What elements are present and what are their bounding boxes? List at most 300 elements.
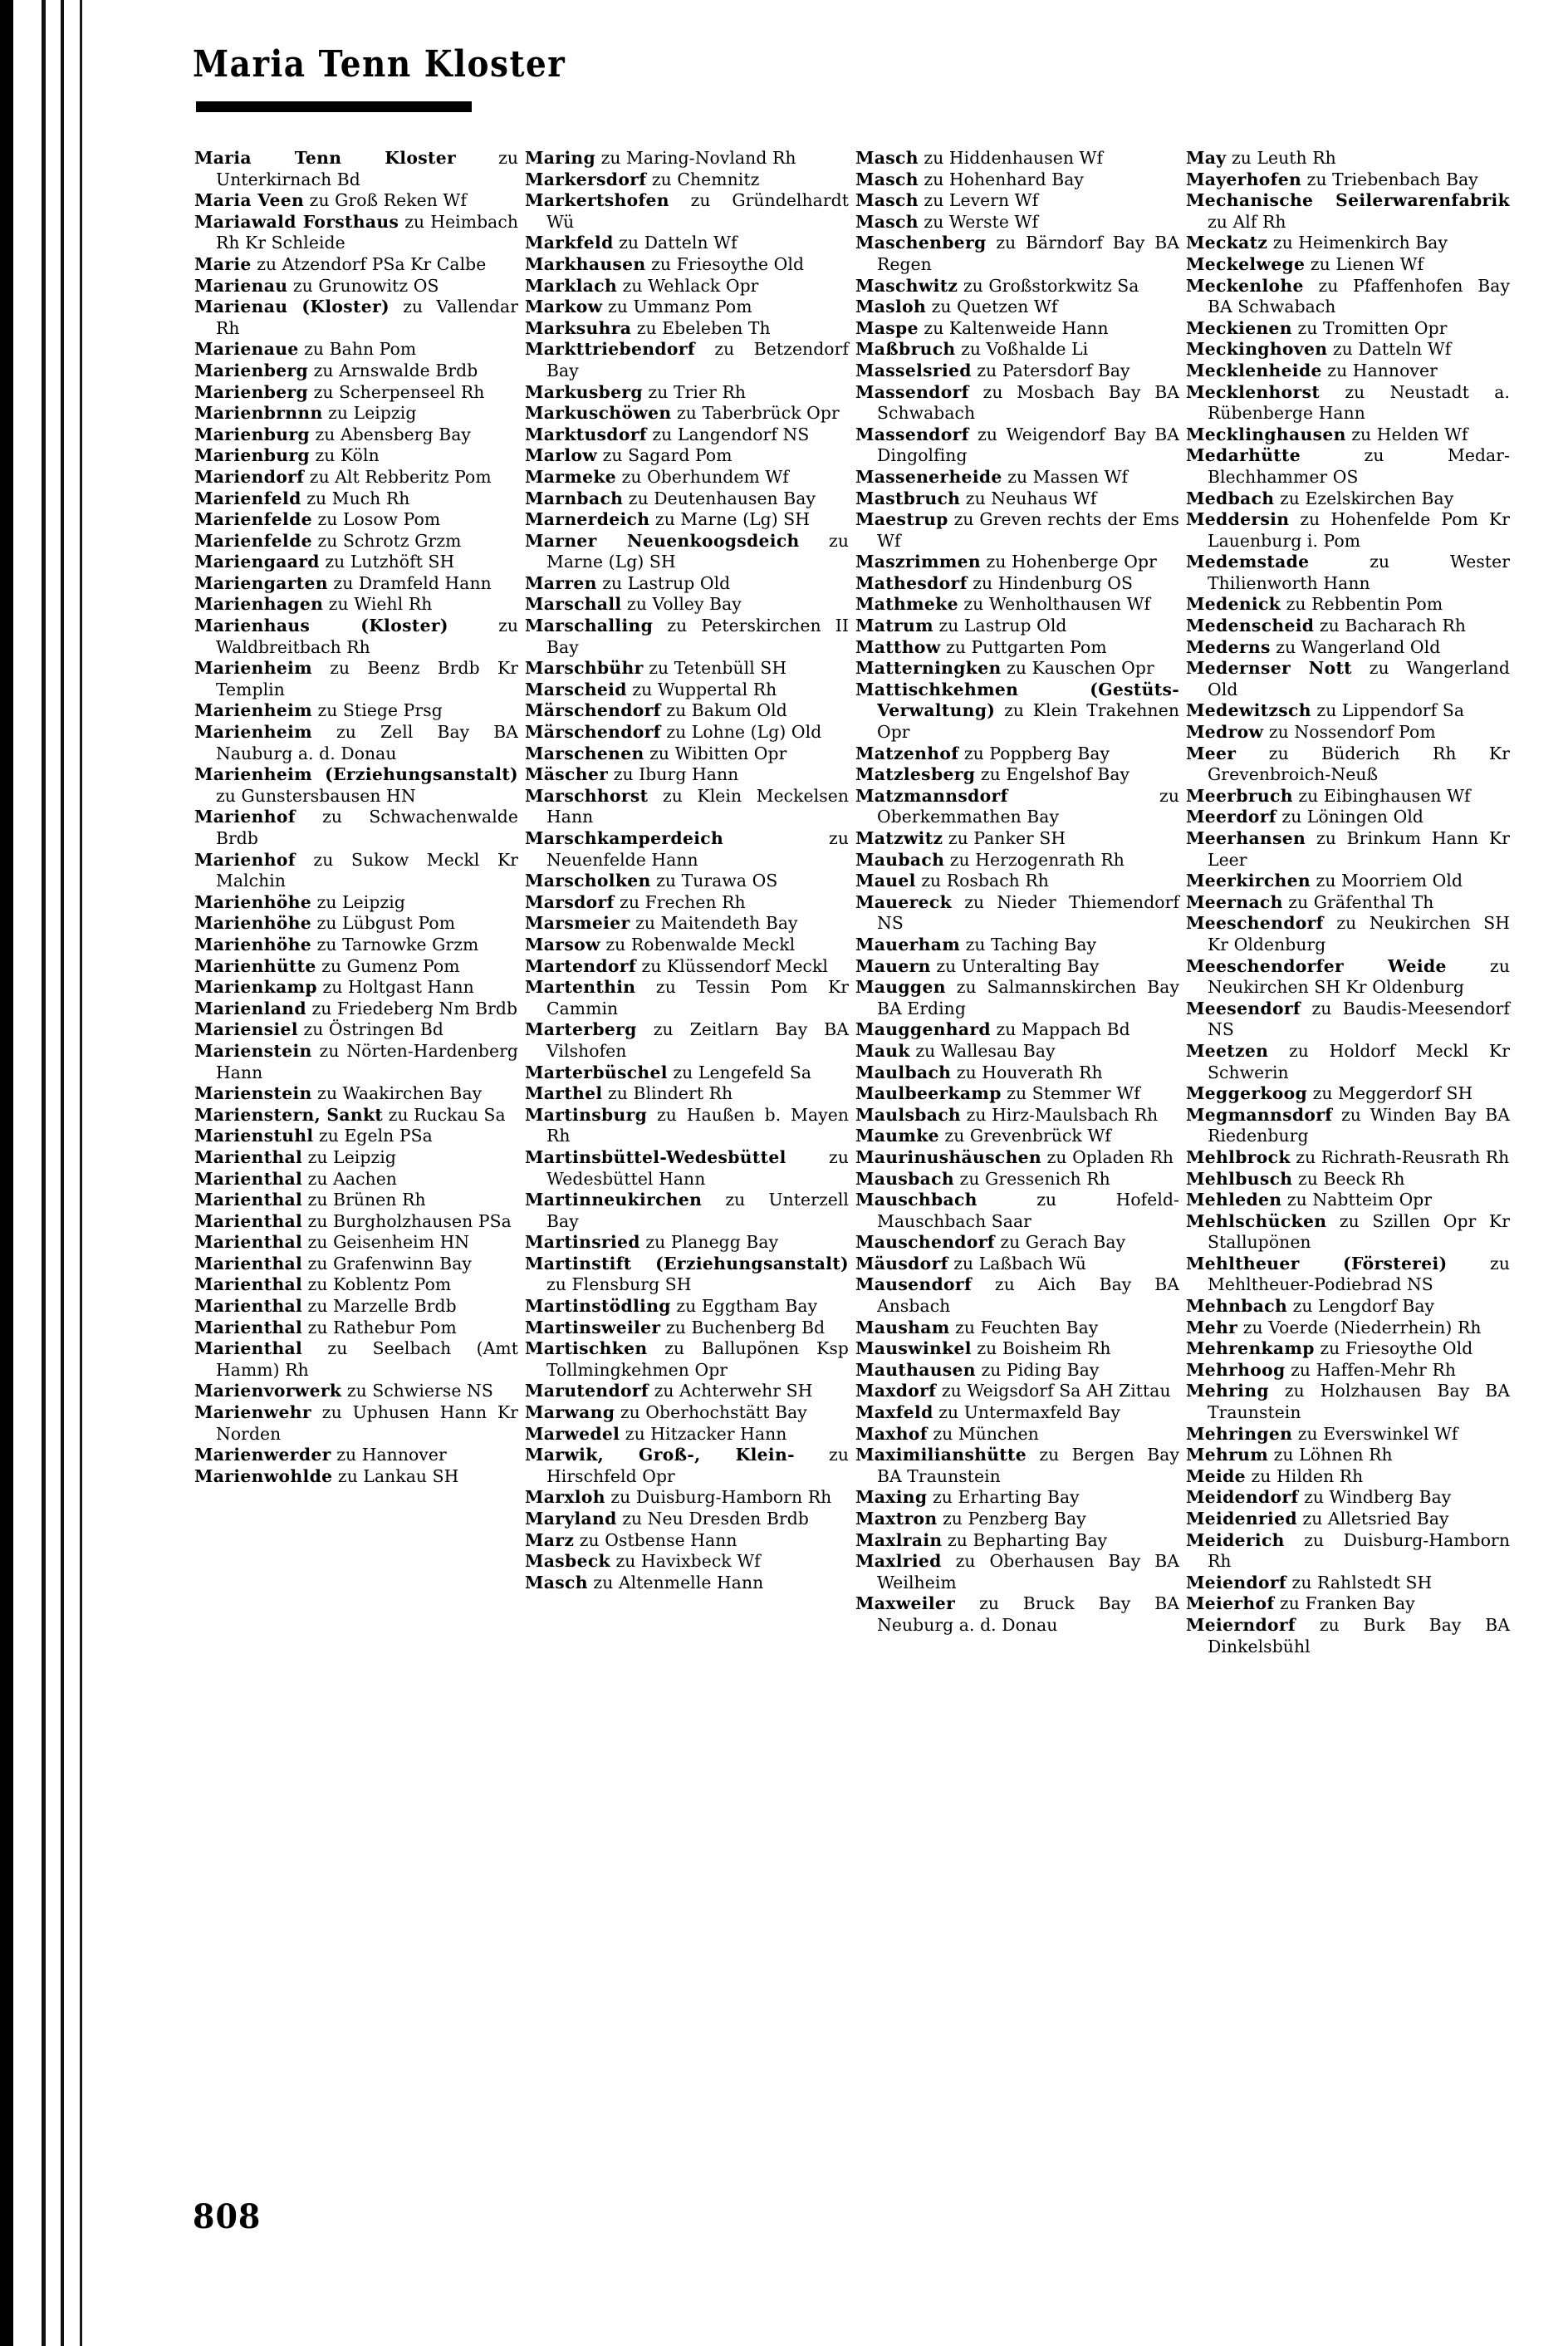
entry-reference: zu Bruck Bay BA Neuburg a. d. Donau [877,1593,1180,1635]
entry-headword: Markfeld [525,233,614,253]
gazetteer-entry [1186,1445,1510,1466]
entry-reference: zu Lippendorf Sa [1316,700,1465,721]
gazetteer-entry [194,1211,518,1233]
entry-headword: Marmeke [525,466,617,487]
entry-headword: Markttriebendorf [525,339,695,360]
entry-reference: zu Lastrup Old [602,572,731,593]
gazetteer-entry [194,1019,518,1041]
entry-reference: zu Neuhaus Wf [965,488,1097,508]
entry-reference: zu Wangerland Old [1276,636,1441,657]
entry-headword: Markhausen [525,253,646,274]
gazetteer-entry [525,977,849,1019]
entry-headword: Meeschendorfer Weide [1186,955,1447,976]
gazetteer-entry [1186,190,1510,233]
entry-reference: zu Richrath-Reusrath Rh [1296,1146,1510,1167]
gazetteer-entry [1186,1169,1510,1190]
gazetteer-entry [855,169,1179,191]
entry-headword: Meerkirchen [1186,871,1311,891]
entry-headword: Maximilianshütte [855,1445,1027,1465]
gazetteer-entry [855,637,1179,659]
gazetteer-entry [1186,744,1510,786]
gazetteer-entry [194,700,518,722]
entry-headword: Medernser Nott [1186,658,1352,679]
gazetteer-entry [1186,339,1510,361]
entry-reference: zu Duisburg-Hamborn Rh [610,1487,832,1508]
gazetteer-entry [194,594,518,616]
gazetteer-entry [1186,999,1510,1041]
entry-reference: zu Triebenbach Bay [1306,169,1478,189]
gazetteer-entry [855,977,1179,1019]
entry-reference: zu Feuchten Bay [955,1317,1099,1337]
entry-headword: Marschalling [525,616,654,636]
entry-headword: Maring [525,148,596,168]
entry-headword: Marienthal [194,1274,303,1295]
gazetteer-entry [855,382,1179,425]
gazetteer-entry [855,1169,1179,1190]
entry-headword: Martinneukirchen [525,1190,703,1210]
entry-headword: Martinstödling [525,1296,671,1317]
entry-headword: Maszrimmen [855,552,981,572]
entry-reference: zu Penzberg Bay [943,1509,1086,1529]
entry-headword: Mayerhofen [1186,169,1302,189]
entry-headword: Medemstade [1186,552,1310,572]
entry-headword: Martinsburg [525,1104,648,1125]
entry-headword: Marsow [525,934,600,955]
entry-headword: Matzenhof [855,743,959,763]
entry-reference: zu Maitendeth Bay [635,913,798,934]
gazetteer-entry [1186,552,1510,594]
entry-headword: Meckenlohe [1186,275,1304,296]
entry-headword: Matterningken [855,658,1002,679]
entry-reference: zu Zeitlarn Bay BA Vilshofen [546,1019,849,1061]
entry-headword: Maxing [855,1487,928,1508]
entry-headword: Meerdorf [1186,807,1276,827]
gazetteer-entry [194,1274,518,1296]
gazetteer-entry [1186,425,1510,446]
entry-reference: zu Wehlack Opr [622,275,759,296]
entry-headword: Medbach [1186,488,1275,508]
gazetteer-entry [194,1232,518,1254]
entry-headword: Marienthal [194,1253,303,1274]
entry-headword: Mehlschücken [1186,1210,1327,1231]
gazetteer-entry [525,722,849,744]
entry-headword: Mathmeke [855,594,958,615]
gazetteer-entry [525,1487,849,1509]
entry-reference: zu Oberkemmathen Bay [877,785,1179,827]
entry-reference: zu Langendorf NS [652,424,810,444]
entry-reference: zu Eibinghausen Wf [1298,785,1471,806]
entry-headword: Marwang [525,1402,615,1423]
entry-reference: zu Heimenkirch Bay [1272,233,1448,253]
gazetteer-entry [525,190,849,233]
entry-reference: zu Oberhundem Wf [621,466,789,487]
entry-headword: Marutendorf [525,1381,649,1401]
running-head-rule [196,101,472,112]
gazetteer-entry [855,552,1179,573]
gazetteer-entry [855,339,1179,361]
entry-headword: Meierhof [1186,1593,1275,1614]
entry-headword: Mathesdorf [855,572,968,593]
entry-headword: Maryland [525,1509,617,1529]
gazetteer-entry [1186,254,1510,276]
scan-border-rule-2 [61,0,64,2346]
gazetteer-entry [194,892,518,914]
entry-headword: Marienthal [194,1338,303,1359]
entry-headword: Mauggenhard [855,1019,991,1040]
entry-reference: zu Marne (Lg) SH [654,509,811,530]
gazetteer-entry [525,892,849,914]
entry-reference: zu Grafenwinn Bay [307,1253,472,1274]
gazetteer-entry [1186,786,1510,807]
gazetteer-entry [1186,956,1510,999]
entry-headword: Mehr [1186,1317,1238,1337]
entry-headword: Maria Tenn Kloster [194,148,456,168]
entry-headword: Maxlried [855,1551,942,1572]
entry-reference: zu Engelshof Bay [980,764,1130,785]
gazetteer-entry [525,297,849,318]
gazetteer-entry [194,1190,518,1211]
entry-reference: zu Lastrup Old [938,616,1067,636]
entry-headword: Mehlbusch [1186,1168,1293,1189]
entry-reference: zu Leipzig [328,403,417,424]
entry-reference: zu Gunstersbausen HN [216,785,416,806]
entry-reference: zu Alt Rebberitz Pom [309,466,492,487]
gazetteer-entry [1186,828,1510,871]
gazetteer-entry [1186,1381,1510,1423]
entry-headword: Marlow [525,445,598,466]
entry-headword: Mecklinghausen [1186,424,1346,444]
entry-headword: Mehleden [1186,1190,1282,1210]
entry-reference: zu Buchenberg Bd [665,1317,826,1337]
entry-reference: zu Blindert Rh [608,1083,733,1104]
gazetteer-entry [194,616,518,658]
entry-headword: Marienthal [194,1168,303,1189]
entry-reference: zu Poppberg Bay [963,743,1110,763]
entry-reference: zu Wedesbüttel Hann [546,1146,849,1189]
entry-headword: Marienthal [194,1146,303,1167]
entry-reference: zu Löhnen Rh [1273,1445,1393,1465]
gazetteer-entry [525,254,849,276]
entry-reference: zu Friesoythe Old [651,253,805,274]
entry-headword: Marienburg [194,445,310,466]
entry-reference: zu Weigendorf Bay BA Dingolfing [877,424,1180,466]
entry-headword: Marienhöhe [194,913,312,934]
entry-reference: zu Schrotz Grzm [317,530,462,551]
entry-headword: Marksuhra [525,317,632,338]
gazetteer-entry [525,1445,849,1487]
entry-headword: Maulsbach [855,1104,962,1125]
entry-reference: zu Neukirchen SH Kr Oldenburg [1208,955,1510,998]
entry-headword: Mariawald Forsthaus [194,211,399,232]
entry-reference: zu Losow Pom [317,509,441,530]
gazetteer-entry [194,1126,518,1147]
entry-reference: zu Tarnowke Grzm [316,934,479,955]
gazetteer-entry [525,1318,849,1339]
entry-headword: Marie [194,253,252,274]
entry-reference: zu Rosbach Rh [921,871,1049,891]
gazetteer-entry [855,361,1179,382]
entry-headword: Marienvorwerk [194,1381,342,1401]
entry-reference: zu Klüssendorf Meckl [641,955,828,976]
entry-headword: Maumke [855,1126,939,1146]
entry-reference: zu Pfaffenhofen Bay BA Schwabach [1208,275,1510,317]
gazetteer-entry [855,1147,1179,1169]
entry-reference: zu Mehltheuer-Podiebrad NS [1208,1253,1510,1295]
entry-reference: zu Unterkirnach Bd [216,148,519,189]
entry-headword: Marienkamp [194,977,317,998]
entry-reference: zu Aich Bay BA Ansbach [877,1274,1179,1317]
entry-reference: zu Aachen [307,1168,397,1189]
entry-reference: zu Rebbentin Pom [1286,594,1443,615]
entry-reference: zu Wenholthausen Wf [963,594,1151,615]
entry-headword: Maulbach [855,1062,952,1082]
gazetteer-entry [855,276,1179,297]
entry-headword: Massendorf [855,424,969,444]
entry-headword: Marienfeld [194,488,301,508]
entry-reference: zu Meggerdorf SH [1312,1083,1473,1104]
entry-reference: zu Alf Rh [1208,211,1286,232]
gazetteer-entry [1186,169,1510,191]
gazetteer-entry [1186,445,1510,488]
entry-reference: zu Werste Wf [924,211,1039,232]
entry-headword: Marienthal [194,1190,303,1210]
entry-reference: zu Büderich Rh Kr Grevenbroich-Neuß [1208,743,1511,785]
entry-headword: Mauerham [855,934,961,955]
entry-reference: zu Hofeld-Mauschbach Saar [877,1190,1179,1231]
entry-reference: zu Rahlstedt SH [1291,1572,1433,1593]
gazetteer-entry [855,680,1179,744]
entry-reference: zu Lienen Wf [1310,253,1424,274]
gazetteer-entry [194,573,518,595]
entry-reference: zu Boisheim Rh [977,1338,1111,1359]
gazetteer-entry [525,956,849,978]
entry-headword: Mausham [855,1317,950,1337]
entry-headword: Marienau (Kloster) [194,297,390,317]
entry-reference: zu Hindenburg OS [973,572,1133,593]
entry-reference: zu Helden Wf [1351,424,1468,444]
gazetteer-entry [1186,148,1510,169]
entry-reference: zu Brünen Rh [307,1190,426,1210]
entry-headword: Maestrup [855,509,948,530]
entry-reference: zu Arnswalde Brdb [313,360,478,380]
gazetteer-entry [855,786,1179,828]
gazetteer-entry [194,658,518,700]
entry-reference: zu Schwierse NS [346,1381,493,1401]
gazetteer-entry [855,1593,1179,1636]
gazetteer-entry [1186,1318,1510,1339]
entry-reference: zu Neu Dresden Brdb [622,1509,809,1529]
entry-headword: Marner Neuenkoogsdeich [525,530,800,551]
gazetteer-entry [194,1254,518,1275]
entry-reference: zu Franken Bay [1280,1593,1415,1614]
gazetteer-entry [194,403,518,425]
entry-reference: zu Gründelhardt Wü [546,190,849,232]
gazetteer-entry [525,1105,849,1147]
gazetteer-entry [855,871,1179,892]
entry-headword: Mauel [855,871,916,891]
entry-reference: zu Robenwalde Meckl [605,934,796,955]
gazetteer-entry [525,913,849,935]
entry-headword: Marienstein [194,1040,312,1061]
entry-headword: Mehlbrock [1186,1146,1291,1167]
entry-reference: zu Lankau SH [337,1465,459,1486]
gazetteer-entry [855,828,1179,850]
entry-reference: zu Schwachenwalde Brdb [216,807,518,848]
entry-headword: Matzlesberg [855,764,976,785]
column-1 [194,148,525,1657]
entry-headword: Marienberg [194,360,309,380]
entry-headword: Meckelwege [1186,253,1306,274]
gazetteer-entry [855,1063,1179,1084]
entry-headword: Marienhöhe [194,891,312,912]
gazetteer-entry [1186,722,1510,744]
gazetteer-entry [855,1551,1179,1593]
entry-reference: zu Burgholzhausen PSa [307,1210,512,1231]
entry-reference: zu Bacharach Rh [1319,616,1467,636]
entry-reference: zu Ebeleben Th [636,317,771,338]
entry-reference: zu Marzelle Brdb [307,1296,457,1317]
gazetteer-entry [1186,594,1510,616]
gazetteer-entry [1186,488,1510,510]
entry-headword: Marienwohlde [194,1465,333,1486]
entry-headword: Marwik, Groß-, Klein- [525,1445,795,1465]
entry-reference: zu Wiehl Rh [328,594,433,615]
entry-headword: Marklach [525,275,618,296]
entry-headword: Mauthausen [855,1359,976,1380]
entry-headword: Medenscheid [1186,616,1315,636]
entry-reference: zu Hilden Rh [1251,1465,1364,1486]
entry-headword: Marienfelde [194,509,312,530]
gazetteer-entry [194,552,518,573]
entry-reference: zu Medar-Blechhammer OS [1208,445,1510,487]
gazetteer-entry [525,1424,849,1445]
gazetteer-entry [855,1105,1179,1126]
entry-headword: Matzmannsdorf [855,785,1008,806]
entry-headword: Marienheim [194,658,312,679]
entry-reference: zu Holzhausen Bay BA Traunstein [1208,1381,1510,1423]
gazetteer-entry [194,935,518,956]
entry-headword: Mariengarten [194,572,328,593]
entry-headword: Medrow [1186,722,1264,743]
entry-headword: Marktusdorf [525,424,647,444]
entry-reference: zu Everswinkel Wf [1297,1423,1458,1444]
entry-headword: Meierndorf [1186,1614,1296,1635]
gazetteer-entry [855,744,1179,765]
entry-reference: zu Geisenheim HN [307,1232,470,1253]
entry-headword: Mauk [855,1040,910,1061]
entry-reference: zu Rathebur Pom [307,1317,457,1337]
entry-reference: zu Egeln PSa [319,1126,433,1146]
entry-reference: zu Kaltenweide Hann [924,317,1109,338]
gazetteer-entry [525,233,849,254]
gazetteer-entry [855,1019,1179,1041]
gazetteer-entry [525,1147,849,1190]
entry-reference: zu Mosbach Bay BA Schwabach [877,381,1180,424]
gazetteer-entry [1186,1190,1510,1211]
entry-headword: Masch [855,169,919,189]
entry-reference: zu Bergen Bay BA Traunstein [877,1445,1180,1486]
gazetteer-entry [194,361,518,382]
entry-headword: Mauern [855,955,931,976]
entry-reference: zu Levern Wf [924,190,1039,211]
entry-headword: Masch [525,1572,588,1593]
gazetteer-entry [525,1063,849,1084]
gazetteer-entry [525,445,849,467]
entry-reference: zu Massen Wf [1007,466,1129,487]
entry-headword: Märschendorf [525,722,661,743]
entry-headword: Mauggen [855,977,946,998]
entry-headword: Markertshofen [525,190,669,211]
gazetteer-entry [855,1126,1179,1147]
entry-reference: zu Wibitten Opr [649,743,787,763]
gazetteer-entry [1186,1466,1510,1488]
entry-headword: Mechanische Seilerwarenfabrik [1186,190,1510,211]
entry-headword: Masloh [855,297,927,317]
entry-headword: Marienhagen [194,594,324,615]
gazetteer-entry [525,1019,849,1062]
entry-reference: zu Lengdorf Bay [1292,1296,1435,1317]
gazetteer-entry [1186,616,1510,637]
entry-reference: zu Leuth Rh [1231,148,1336,168]
entry-headword: Marwedel [525,1423,620,1444]
entry-headword: Markow [525,297,603,317]
entry-reference: zu Planegg Bay [645,1232,779,1253]
gazetteer-entry [194,339,518,361]
entry-reference: zu Hitzacker Hann [625,1423,787,1444]
entry-headword: Mauschendorf [855,1232,995,1253]
entry-reference: zu Koblentz Pom [307,1274,452,1295]
entry-reference: zu Hirz-Maulsbach Rh [966,1104,1159,1125]
entry-headword: Martinsbüttel-Wedesbüttel [525,1146,786,1167]
entry-reference: zu Mappach Bd [996,1019,1130,1040]
entry-headword: Mehnbach [1186,1296,1288,1317]
entry-reference: zu Großstorkwitz Sa [963,275,1139,296]
entry-headword: Meiderich [1186,1529,1285,1550]
entry-reference: zu Leipzig [307,1146,396,1167]
entry-reference: zu Turawa OS [656,871,778,891]
entry-reference: zu Eggtham Bay [676,1296,818,1317]
gazetteer-entry [855,425,1179,467]
entry-headword: Martinstift (Erziehungsanstalt) [525,1253,849,1274]
gazetteer-entry [855,1274,1179,1317]
gazetteer-entry [855,1190,1179,1232]
entry-headword: Mariensiel [194,1019,298,1040]
entry-headword: Martischken [525,1338,648,1359]
entry-headword: Marienwerder [194,1445,331,1465]
entry-reference: zu Östringen Bd [303,1019,443,1040]
entry-headword: Markersdorf [525,169,647,189]
gazetteer-entry [525,1338,849,1381]
gazetteer-entry [525,828,849,871]
entry-reference: zu Marne (Lg) SH [546,530,849,572]
gazetteer-entry [855,467,1179,488]
entry-reference: zu Bärndorf Bay BA Regen [877,233,1179,274]
entry-headword: Marthel [525,1083,603,1104]
scan-border-rule-1 [42,0,46,2346]
entry-headword: Marschkamperdeich [525,828,724,848]
entry-headword: Marienhof [194,849,296,870]
entry-headword: Mäscher [525,764,609,785]
gazetteer-entry [1186,1105,1510,1147]
entry-headword: Matzwitz [855,828,943,848]
gazetteer-entry [194,382,518,404]
gazetteer-entry [194,1318,518,1339]
entry-headword: Maxfeld [855,1402,933,1423]
entry-headword: Mauereck [855,891,953,912]
entry-reference: zu Nabtteim Opr [1286,1190,1433,1210]
entry-headword: Meerbruch [1186,785,1293,806]
gazetteer-entry [525,764,849,786]
